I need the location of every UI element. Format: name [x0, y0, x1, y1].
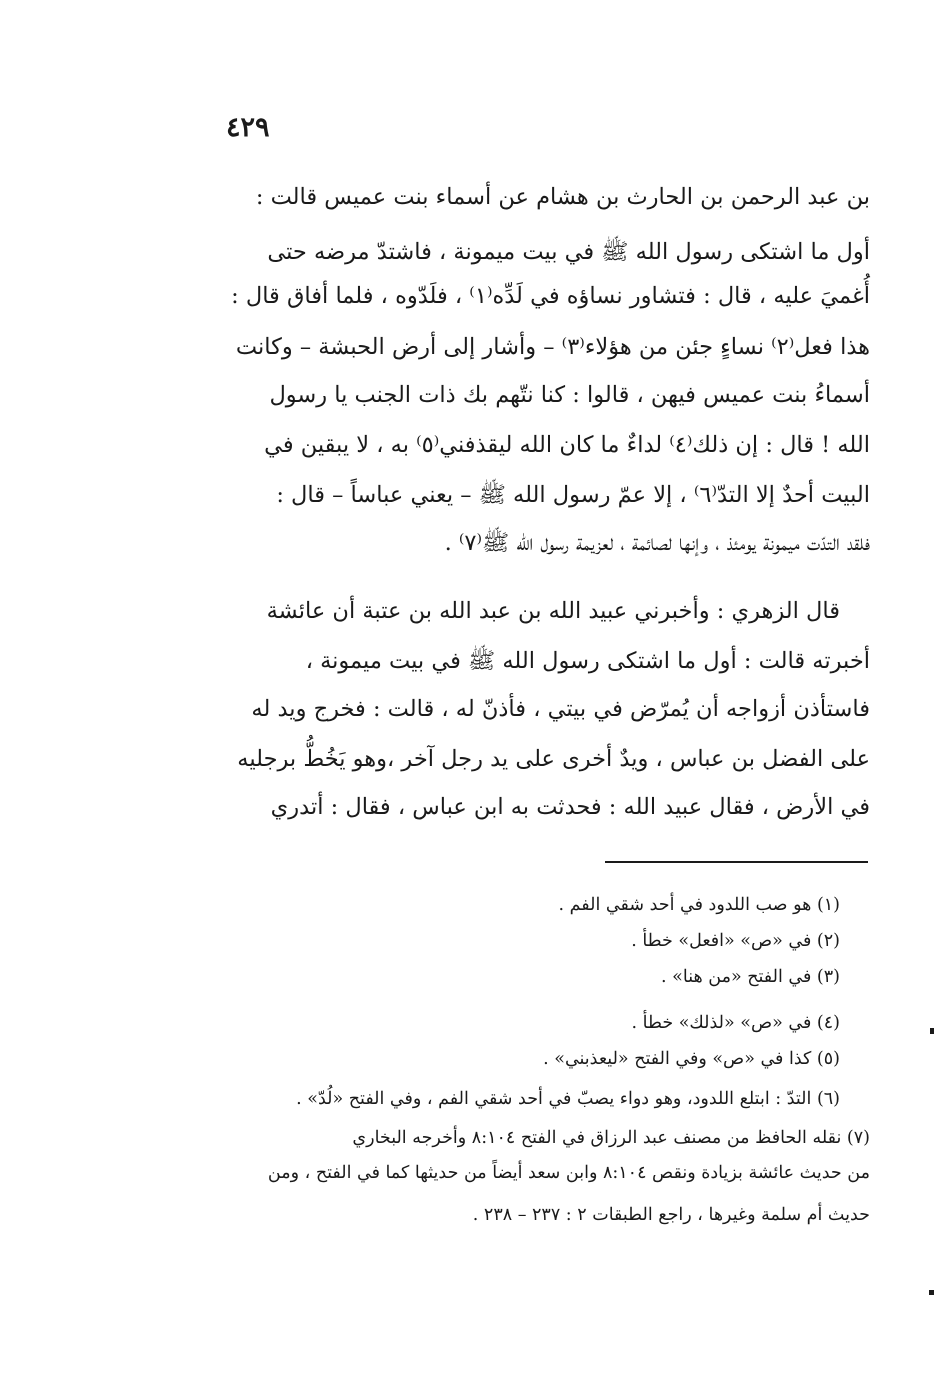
text-line: بن عبد الرحمن بن الحارث بن هشام عن أسماء بنت عميس قالت :	[255, 184, 870, 210]
page-number: ٤٢٩	[226, 112, 270, 143]
footnote: (٦) التدّ : ابتلع اللدود، وهو دواء يصبّ في أحد شقي الفم ، وفي الفتح «لُدّ» .	[296, 1089, 840, 1109]
footnote-separator	[605, 861, 868, 863]
text-line: أُغميَ عليه ، قال : فتشاور نساؤه في لَدِّه⁽١⁾ ، فلَدّوه ، فلما أفاق قال :	[231, 283, 870, 309]
footnote: (٤) في «ص» «لذلك» خطأ .	[631, 1013, 840, 1033]
footnote: (١) هو صب اللدود في أحد شقي الفم .	[558, 895, 840, 915]
text-line: في الأرض ، فقال عبيد الله : فحدثت به ابن عباس ، فقال : أتدري	[270, 794, 870, 820]
scan-speck	[930, 1028, 934, 1034]
text-line: أخبرته قالت : أول ما اشتكى رسول الله ﷺ في بيت ميمونة ،	[305, 648, 870, 674]
footnote: من حديث عائشة بزيادة ونقص ٨:١٠٤ وابن سعد أيضاً من حديثها كما في الفتح ، ومن	[267, 1163, 870, 1183]
text-line: قال الزهري : وأخبرني عبيد الله بن عبد الله بن عتبة أن عائشة	[266, 598, 840, 624]
text-line: فلقد التدّت ميمونة يومئذ ، وإنها لصائمة ، لعزيمة رسول الله ﷺ⁽٧⁾ .	[444, 530, 870, 556]
text-line: هذا فعل⁽٢⁾ نساءٍ جئن من هؤلاء⁽٣⁾ – وأشار إلى أرض الحبشة – وكانت	[235, 334, 870, 360]
text-line: أول ما اشتكى رسول الله ﷺ في بيت ميمونة ، فاشتدّ مرضه حتى	[267, 239, 870, 265]
footnote: (٧) نقله الحافظ من مصنف عبد الرزاق في الفتح ٨:١٠٤ وأخرجه البخاري	[352, 1128, 870, 1148]
scan-speck	[929, 1290, 934, 1295]
text-line: البيت أحدٌ إلا التدّ⁽٦⁾ ، إلا عمّ رسول الله ﷺ – يعني عباساً – قال :	[276, 482, 870, 508]
text-line: أسماءُ بنت عميس فيهن ، قالوا : كنا نتّهم بك ذات الجنب يا رسول	[269, 382, 870, 408]
footnote: (٢) في «ص» «افعل» خطأ .	[631, 931, 840, 951]
footnote: (٥) كذا في «ص» وفي الفتح «ليعذبني» .	[543, 1049, 840, 1069]
text-line: على الفضل بن عباس ، ويدٌ أخرى على يد رجل آخر ،وهو يَخُطُّ برجليه	[237, 746, 870, 772]
text-line: الله ! قال : إن ذلك⁽٤⁾ لداءٌ ما كان الله ليقذفني⁽٥⁾ به ، لا يبقين في	[264, 432, 870, 458]
footnote: حديث أم سلمة وغيرها ، راجع الطبقات ٢ : ٢٣٧ – ٢٣٨ .	[472, 1205, 870, 1225]
footnote: (٣) في الفتح «من هنا» .	[661, 967, 840, 987]
text-line: فاستأذن أزواجه أن يُمرّض في بيتي ، فأذنّ له ، قالت : فخرج ويد له	[251, 696, 870, 722]
